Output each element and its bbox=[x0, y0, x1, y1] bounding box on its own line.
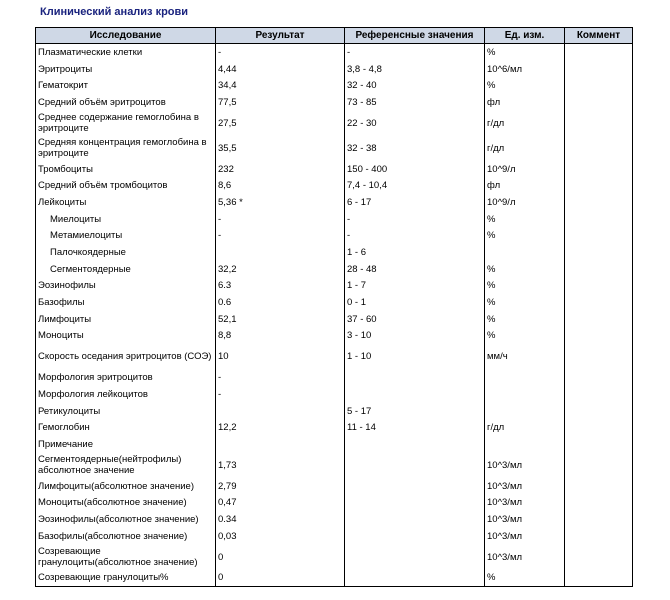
cell-result: 232 bbox=[216, 161, 345, 178]
table-row bbox=[36, 94, 633, 111]
cell-result: 52,1 bbox=[216, 311, 345, 328]
cell-reference bbox=[345, 545, 485, 570]
cell-comment bbox=[565, 111, 633, 136]
cell-test-name: Эозинофилы(абсолютное значение) bbox=[36, 511, 216, 528]
column-header-reference: Референсные значения bbox=[345, 28, 485, 44]
table-row bbox=[36, 77, 633, 94]
cell-unit: г/дл bbox=[485, 136, 565, 161]
cell-result: 0 bbox=[216, 545, 345, 570]
cell-reference: 1 - 7 bbox=[345, 278, 485, 295]
cell-comment bbox=[565, 244, 633, 261]
table-row bbox=[36, 194, 633, 211]
cell-reference: - bbox=[345, 211, 485, 228]
cell-test-name: Созревающие гранулоциты% bbox=[36, 570, 216, 587]
table-row bbox=[36, 386, 633, 403]
cell-result: 0.34 bbox=[216, 511, 345, 528]
cell-reference: 1 - 6 bbox=[345, 244, 485, 261]
cell-result: 1,73 bbox=[216, 453, 345, 478]
table-row bbox=[36, 294, 633, 311]
cell-test-name: Сегментоядерные bbox=[36, 261, 216, 278]
cell-unit: % bbox=[485, 261, 565, 278]
table-row bbox=[36, 136, 633, 161]
cell-reference: 28 - 48 bbox=[345, 261, 485, 278]
cell-result: - bbox=[216, 369, 345, 386]
cell-comment bbox=[565, 453, 633, 478]
cell-reference bbox=[345, 436, 485, 453]
cell-unit: г/дл bbox=[485, 111, 565, 136]
cell-unit: % bbox=[485, 570, 565, 587]
blood-test-results-table bbox=[35, 27, 633, 587]
column-header-comment: Коммент bbox=[565, 28, 633, 44]
cell-comment bbox=[565, 570, 633, 587]
table-row bbox=[36, 419, 633, 436]
cell-comment bbox=[565, 44, 633, 61]
cell-test-name: Примечание bbox=[36, 436, 216, 453]
table-row bbox=[36, 453, 633, 478]
cell-comment bbox=[565, 136, 633, 161]
cell-reference: 73 - 85 bbox=[345, 94, 485, 111]
cell-test-name: Средняя концентрация гемоглобина в эритроците bbox=[36, 136, 216, 161]
cell-unit: фл bbox=[485, 94, 565, 111]
table-row bbox=[36, 403, 633, 420]
cell-unit: % bbox=[485, 311, 565, 328]
cell-unit: 10^3/мл bbox=[485, 453, 565, 478]
cell-test-name: Моноциты(абсолютное значение) bbox=[36, 494, 216, 511]
cell-comment bbox=[565, 311, 633, 328]
cell-test-name: Базофилы bbox=[36, 294, 216, 311]
cell-result: 2,79 bbox=[216, 478, 345, 495]
cell-test-name: Лимфоциты bbox=[36, 311, 216, 328]
cell-result: 32,2 bbox=[216, 261, 345, 278]
cell-reference: 7,4 - 10,4 bbox=[345, 177, 485, 194]
cell-reference: 32 - 40 bbox=[345, 77, 485, 94]
cell-unit: 10^6/мл bbox=[485, 61, 565, 78]
cell-reference: 3 - 10 bbox=[345, 328, 485, 345]
cell-comment bbox=[565, 77, 633, 94]
cell-result: 8,8 bbox=[216, 328, 345, 345]
table-row bbox=[36, 44, 633, 61]
cell-test-name: Моноциты bbox=[36, 328, 216, 345]
cell-unit: 10^3/мл bbox=[485, 511, 565, 528]
cell-comment bbox=[565, 344, 633, 369]
document-title: Клинический анализ крови bbox=[40, 6, 189, 18]
cell-reference bbox=[345, 478, 485, 495]
column-header-unit: Ед. изм. bbox=[485, 28, 565, 44]
cell-result: 27,5 bbox=[216, 111, 345, 136]
cell-unit: 10^3/мл bbox=[485, 545, 565, 570]
cell-test-name: Ретикулоциты bbox=[36, 403, 216, 420]
cell-reference: 22 - 30 bbox=[345, 111, 485, 136]
cell-comment bbox=[565, 261, 633, 278]
cell-comment bbox=[565, 386, 633, 403]
cell-test-name: Лейкоциты bbox=[36, 194, 216, 211]
cell-reference: 32 - 38 bbox=[345, 136, 485, 161]
cell-comment bbox=[565, 528, 633, 545]
cell-test-name: Палочкоядерные bbox=[36, 244, 216, 261]
cell-test-name: Базофилы(абсолютное значение) bbox=[36, 528, 216, 545]
column-header-test: Исследование bbox=[36, 28, 216, 44]
cell-test-name: Средний объём эритроцитов bbox=[36, 94, 216, 111]
table-row bbox=[36, 111, 633, 136]
cell-test-name: Морфология эритроцитов bbox=[36, 369, 216, 386]
cell-result: 0,47 bbox=[216, 494, 345, 511]
cell-test-name: Лимфоциты(абсолютное значение) bbox=[36, 478, 216, 495]
cell-test-name: Эозинофилы bbox=[36, 278, 216, 295]
cell-unit: % bbox=[485, 328, 565, 345]
table-row bbox=[36, 328, 633, 345]
cell-reference bbox=[345, 453, 485, 478]
cell-unit bbox=[485, 436, 565, 453]
table-header-row bbox=[36, 28, 633, 44]
cell-test-name: Эритроциты bbox=[36, 61, 216, 78]
cell-unit: % bbox=[485, 211, 565, 228]
cell-comment bbox=[565, 211, 633, 228]
cell-comment bbox=[565, 403, 633, 420]
table-row bbox=[36, 344, 633, 369]
cell-comment bbox=[565, 228, 633, 245]
cell-result bbox=[216, 403, 345, 420]
cell-comment bbox=[565, 511, 633, 528]
cell-test-name: Плазматические клетки bbox=[36, 44, 216, 61]
table-row bbox=[36, 244, 633, 261]
cell-reference: - bbox=[345, 44, 485, 61]
cell-unit: % bbox=[485, 294, 565, 311]
table-row bbox=[36, 228, 633, 245]
table-row bbox=[36, 570, 633, 587]
cell-unit: мм/ч bbox=[485, 344, 565, 369]
table-row bbox=[36, 369, 633, 386]
cell-reference bbox=[345, 386, 485, 403]
table-row bbox=[36, 494, 633, 511]
cell-reference: 150 - 400 bbox=[345, 161, 485, 178]
cell-comment bbox=[565, 436, 633, 453]
cell-reference bbox=[345, 570, 485, 587]
table-row bbox=[36, 61, 633, 78]
cell-test-name: Сегментоядерные(нейтрофилы) абсолютное значение bbox=[36, 453, 216, 478]
table-row bbox=[36, 478, 633, 495]
cell-reference bbox=[345, 494, 485, 511]
cell-comment bbox=[565, 294, 633, 311]
table-row bbox=[36, 211, 633, 228]
cell-test-name: Скорость оседания эритроцитов (СОЭ) bbox=[36, 344, 216, 369]
table-row bbox=[36, 278, 633, 295]
cell-unit: 10^9/л bbox=[485, 161, 565, 178]
cell-reference: - bbox=[345, 228, 485, 245]
cell-reference: 5 - 17 bbox=[345, 403, 485, 420]
cell-comment bbox=[565, 194, 633, 211]
cell-result: - bbox=[216, 44, 345, 61]
cell-result: 0 bbox=[216, 570, 345, 587]
cell-comment bbox=[565, 478, 633, 495]
cell-unit: % bbox=[485, 278, 565, 295]
cell-result bbox=[216, 244, 345, 261]
cell-unit: фл bbox=[485, 177, 565, 194]
cell-comment bbox=[565, 177, 633, 194]
cell-reference: 1 - 10 bbox=[345, 344, 485, 369]
cell-reference bbox=[345, 528, 485, 545]
table-row bbox=[36, 511, 633, 528]
cell-comment bbox=[565, 94, 633, 111]
cell-test-name: Метамиелоциты bbox=[36, 228, 216, 245]
cell-test-name: Тромбоциты bbox=[36, 161, 216, 178]
cell-unit: 10^9/л bbox=[485, 194, 565, 211]
cell-result bbox=[216, 436, 345, 453]
cell-result: 0.6 bbox=[216, 294, 345, 311]
cell-unit: 10^3/мл bbox=[485, 478, 565, 495]
cell-result: 8,6 bbox=[216, 177, 345, 194]
cell-comment bbox=[565, 328, 633, 345]
cell-reference: 37 - 60 bbox=[345, 311, 485, 328]
cell-result: 5,36 * bbox=[216, 194, 345, 211]
cell-comment bbox=[565, 369, 633, 386]
cell-result: - bbox=[216, 228, 345, 245]
results-table-body bbox=[36, 44, 633, 587]
table-row bbox=[36, 261, 633, 278]
cell-unit bbox=[485, 386, 565, 403]
cell-test-name: Гематокрит bbox=[36, 77, 216, 94]
cell-test-name: Средний объём тромбоцитов bbox=[36, 177, 216, 194]
table-row bbox=[36, 311, 633, 328]
cell-comment bbox=[565, 419, 633, 436]
cell-unit bbox=[485, 244, 565, 261]
cell-unit: 10^3/мл bbox=[485, 494, 565, 511]
cell-test-name: Миелоциты bbox=[36, 211, 216, 228]
cell-comment bbox=[565, 61, 633, 78]
cell-unit bbox=[485, 403, 565, 420]
cell-result: 6.3 bbox=[216, 278, 345, 295]
cell-unit: % bbox=[485, 44, 565, 61]
cell-reference: 3,8 - 4,8 bbox=[345, 61, 485, 78]
cell-result: - bbox=[216, 211, 345, 228]
table-row bbox=[36, 545, 633, 570]
cell-test-name: Созревающие гранулоциты(абсолютное значение) bbox=[36, 545, 216, 570]
cell-test-name: Морфология лейкоцитов bbox=[36, 386, 216, 403]
cell-unit: % bbox=[485, 77, 565, 94]
cell-unit: % bbox=[485, 228, 565, 245]
table-row bbox=[36, 528, 633, 545]
cell-reference: 0 - 1 bbox=[345, 294, 485, 311]
cell-test-name: Гемоглобин bbox=[36, 419, 216, 436]
cell-reference bbox=[345, 369, 485, 386]
cell-result: 10 bbox=[216, 344, 345, 369]
column-header-result: Результат bbox=[216, 28, 345, 44]
cell-reference: 6 - 17 bbox=[345, 194, 485, 211]
cell-unit: 10^3/мл bbox=[485, 528, 565, 545]
cell-result: 4,44 bbox=[216, 61, 345, 78]
cell-result: 77,5 bbox=[216, 94, 345, 111]
table-row bbox=[36, 436, 633, 453]
cell-unit: г/дл bbox=[485, 419, 565, 436]
cell-reference bbox=[345, 511, 485, 528]
cell-result: - bbox=[216, 386, 345, 403]
cell-reference: 11 - 14 bbox=[345, 419, 485, 436]
cell-unit bbox=[485, 369, 565, 386]
cell-comment bbox=[565, 161, 633, 178]
cell-result: 12,2 bbox=[216, 419, 345, 436]
cell-result: 34,4 bbox=[216, 77, 345, 94]
table-row bbox=[36, 161, 633, 178]
cell-result: 35,5 bbox=[216, 136, 345, 161]
cell-test-name: Среднее содержание гемоглобина в эритроците bbox=[36, 111, 216, 136]
cell-result: 0,03 bbox=[216, 528, 345, 545]
cell-comment bbox=[565, 494, 633, 511]
cell-comment bbox=[565, 278, 633, 295]
cell-comment bbox=[565, 545, 633, 570]
results-table-container bbox=[35, 27, 632, 587]
table-row bbox=[36, 177, 633, 194]
